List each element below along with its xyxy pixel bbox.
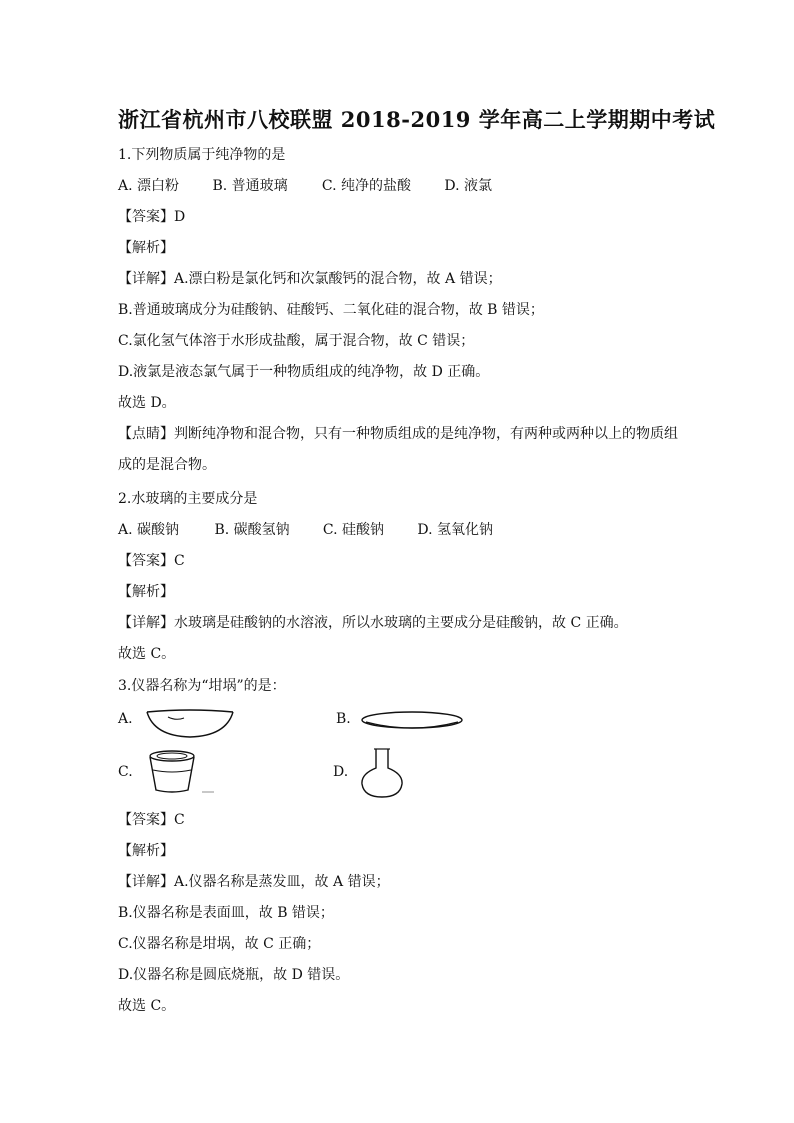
q1-option-c: C. 纯净的盐酸 <box>321 178 412 194</box>
page-title: 浙江省杭州市八校联盟 2018-2019 学年高二上学期期中考试 <box>118 107 716 132</box>
figure-label-d: D. <box>333 764 349 780</box>
q1-detail-line: B.普通玻璃成分为硅酸钠、硅酸钙、二氧化硅的混合物，故 B 错误； <box>118 302 544 318</box>
q3-detail-line: B.仪器名称是表面皿，故 B 错误； <box>118 905 334 921</box>
figure-label-c: C. <box>118 764 133 780</box>
q3-analysis-head: 【解析】 <box>118 843 174 859</box>
q3-answer: 【答案】C <box>118 812 185 828</box>
q2-option-a: A. 碳酸钠 <box>118 522 180 538</box>
q3-detail-line: 【详解】A.仪器名称是蒸发皿，故 A 错误； <box>118 874 390 890</box>
q1-stem: 1.下列物质属于纯净物的是 <box>118 147 286 163</box>
q2-option-d: D. 氢氧化钠 <box>417 522 493 538</box>
q3-detail-line: C.仪器名称是坩埚，故 C 正确； <box>118 936 321 952</box>
q1-point: 【点睛】判断纯净物和混合物，只有一种物质组成的是纯净物，有两种或两种以上的物质组成的是混合物。 <box>118 426 678 473</box>
q1-detail-line: D.液氯是液态氯气属于一种物质组成的纯净物，故 D 正确。 <box>118 364 490 380</box>
q2-detail-line: 故选 C。 <box>118 646 176 662</box>
q2-detail-line: 【详解】水玻璃是硅酸钠的水溶液，所以水玻璃的主要成分是硅酸钠，故 C 正确。 <box>118 615 628 631</box>
q1-option-a: A. 漂白粉 <box>118 178 180 194</box>
q3-detail-line: D.仪器名称是圆底烧瓶，故 D 错误。 <box>118 967 350 983</box>
q1-option-b: B. 普通玻璃 <box>212 178 288 194</box>
watch-glass-figure <box>360 708 464 736</box>
q3-stem: 3.仪器名称为“坩埚”的是： <box>118 678 286 694</box>
q2-option-c: C. 硅酸钠 <box>322 522 385 538</box>
q1-analysis-head: 【解析】 <box>118 240 174 256</box>
q1-detail-line: C.氯化氢气体溶于水形成盐酸，属于混合物，故 C 错误； <box>118 333 475 349</box>
q2-analysis-head: 【解析】 <box>118 584 174 600</box>
q2-options <box>118 521 493 539</box>
q3-detail-line: 故选 C。 <box>118 998 176 1014</box>
q1-detail-line: 故选 D。 <box>118 395 176 411</box>
crucible-figure <box>144 748 216 796</box>
q2-answer: 【答案】C <box>118 553 185 569</box>
q2-option-b: B. 碳酸氢钠 <box>214 522 290 538</box>
q1-option-d: D. 液氯 <box>444 178 492 194</box>
q1-answer: 【答案】D <box>118 209 186 225</box>
figure-label-a: A. <box>118 711 133 727</box>
figure-label-b: B. <box>336 711 351 727</box>
round-bottom-flask-figure <box>356 746 408 800</box>
q1-options <box>118 177 492 195</box>
q2-stem: 2.水玻璃的主要成分是 <box>118 491 258 507</box>
q1-detail-line: 【详解】A.漂白粉是氯化钙和次氯酸钙的混合物，故 A 错误； <box>118 271 502 287</box>
evaporating-dish-figure <box>144 704 236 740</box>
